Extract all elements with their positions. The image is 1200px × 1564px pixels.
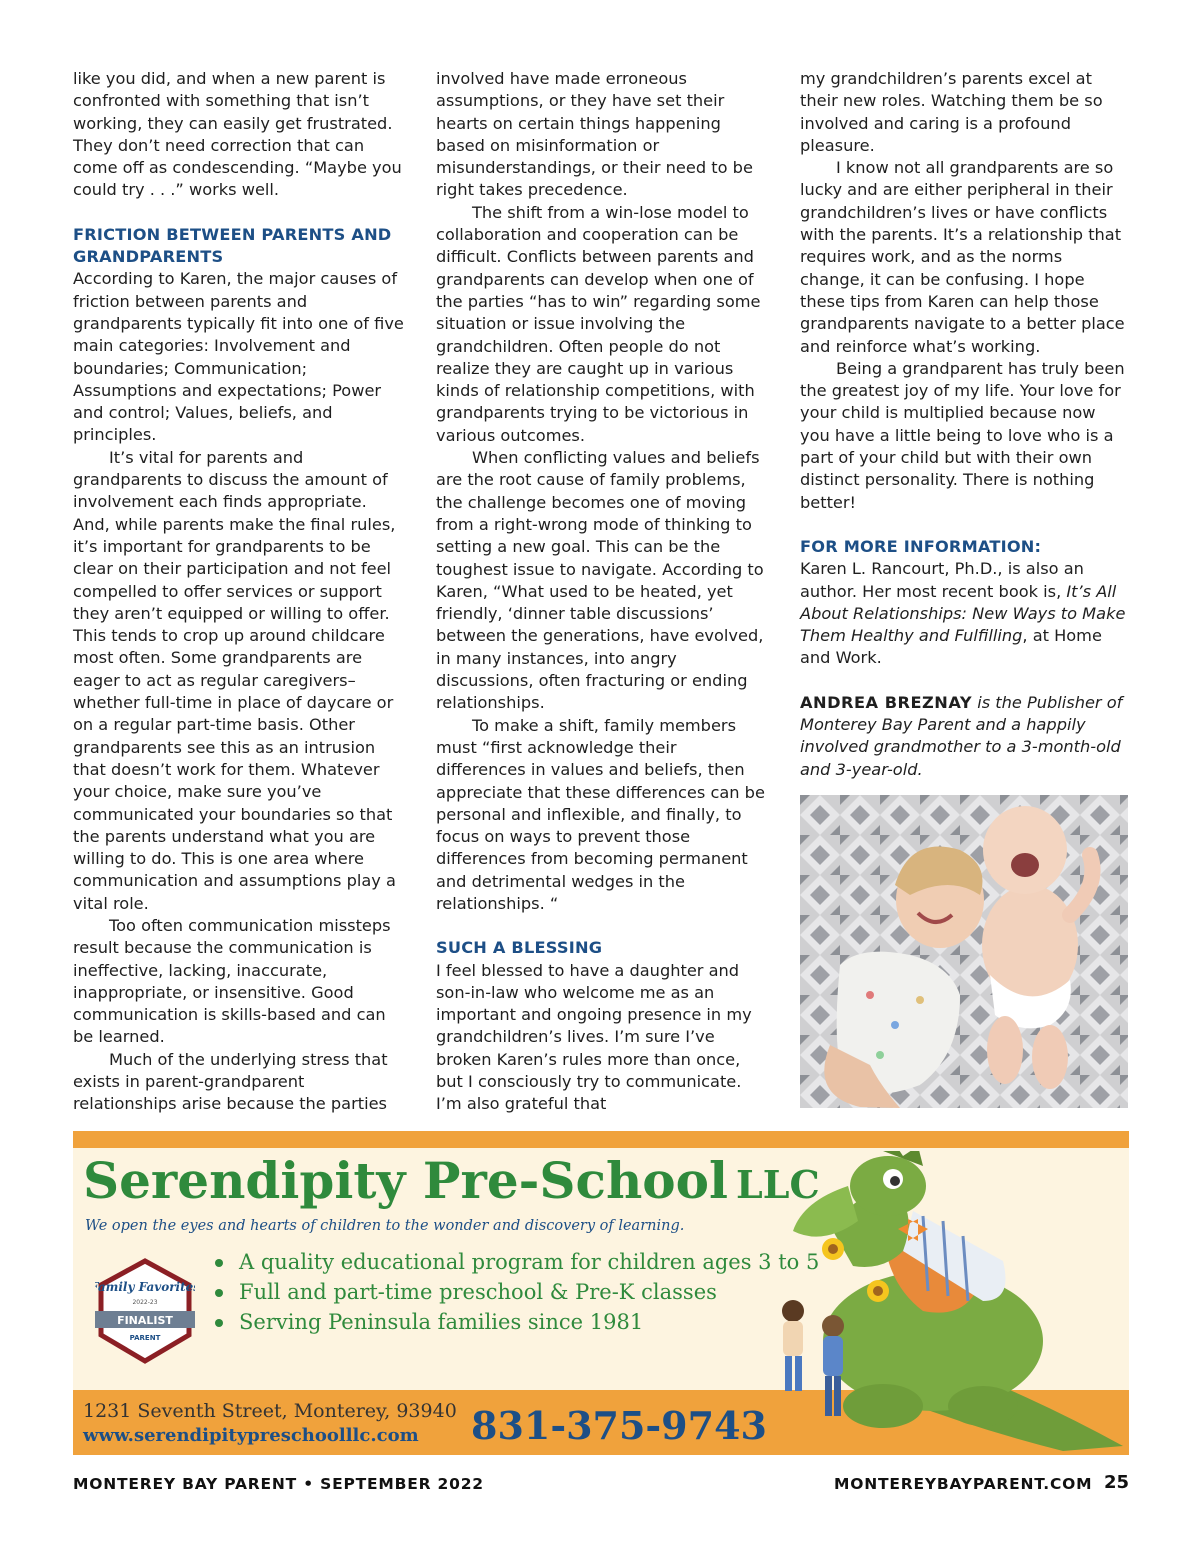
- col1-paragraph-5: Much of the underlying stress that exists in parent-grandparent relationships arise because the parties: [73, 1049, 388, 1114]
- ad-top-bar: [73, 1131, 1129, 1148]
- children-photo-illustration: [800, 795, 1128, 1108]
- more-info-paragraph: Karen L. Rancourt, Ph.D., is also an author. Her most recent book is, It’s All About Relationships: New Ways to Make Them Healthy and Fulfilling, at Home and Work.: [800, 559, 1126, 668]
- col2-paragraph-5: I feel blessed to have a daughter and son-in-law who welcome me as an important and ongoing presence in my grandchildren’s lives. I’m sure I’ve broken Karen’s rules more than once, but I consciously try to communicate. I’m also grateful that: [436, 960, 752, 1114]
- bullet-dot-icon: [215, 1319, 223, 1327]
- badge-brand: PARENT: [129, 1334, 161, 1342]
- ad-website-link[interactable]: www.serendipitypreschoolllc.com: [83, 1425, 419, 1446]
- col1-paragraph-2: According to Karen, the major causes of friction between parents and grandparents typically fit into one of five main categories: Involvement and boundaries; Communication; Assumptions and expectations; Power and control; Values, beliefs, and principles.: [73, 269, 404, 445]
- article-column-1: [73, 68, 405, 1116]
- col2-paragraph-3: When conflicting values and beliefs are the root cause of family problems, the challenge becomes one of moving from a right-wrong mode of thinking to setting a new goal. This can be the toughest issue to navigate. According to Karen, “What used to be heated, yet friendly, ‘dinner table discussions’ between the generations, have evolved, in many instances, into angry discussions, often fracturing or ending relationships.: [436, 448, 764, 713]
- col1-paragraph-1: like you did, and when a new parent is confronted with something that isn’t working, they can easily get frustrated. They don’t need correction that can come off as condescending. “Maybe you could try . . .” works well.: [73, 69, 402, 200]
- article-column-3: [800, 68, 1130, 781]
- bullet-dot-icon: [215, 1289, 223, 1297]
- ad-bullet: Serving Peninsula families since 1981: [213, 1307, 819, 1337]
- col3-paragraph-1: my grandchildren’s parents excel at their new roles. Watching them be so involved and caring is a profound pleasure.: [800, 69, 1103, 155]
- children-figures: [782, 1300, 844, 1416]
- section-heading-more-info: FOR MORE INFORMATION:: [800, 536, 1042, 556]
- ad-title: Serendipity Pre-School LLC: [83, 1151, 820, 1210]
- ad-bullet: Full and part-time preschool & Pre-K classes: [213, 1277, 819, 1307]
- col3-paragraph-2: I know not all grandparents are so lucky and are either peripheral in their grandchildren’s lives or have conflicts with the parents. It’s a relationship that requires work, and as the norms change, it can be confusing. I hope these tips from Karen can help those grandparents navigate to a better place and reinforce what’s working.: [800, 158, 1125, 356]
- badge-year: 2022-23: [132, 1299, 158, 1306]
- author-byline: ANDREA BREZNAY is the Publisher of Monterey Bay Parent and a happily involved grandmother to a 3-month-old and 3-year-old.: [800, 692, 1123, 779]
- footer-website[interactable]: MONTEREYBAYPARENT.COM: [834, 1475, 1093, 1493]
- col2-paragraph-4: To make a shift, family members must “first acknowledge their differences in values and beliefs, then appreciate that these differences can be personal and inflexible, and finally, to focus on ways to prevent those differences from becoming permanent and detrimental wedges in the relationships. “: [436, 715, 765, 913]
- col3-paragraph-3: Being a grandparent has truly been the greatest joy of my life. Your love for your child is multiplied because now you have a little being to love who is a part of your child but with their own distinct personality. There is nothing better!: [800, 358, 1125, 512]
- ad-bullet: A quality educational program for children ages 3 to 5: [213, 1247, 819, 1277]
- col2-paragraph-1: involved have made erroneous assumptions, or they have set their hearts on certain things happening based on misinformation or misunderstandings, or their need to be right takes precedence.: [436, 69, 753, 200]
- badge-shape: [95, 1257, 195, 1367]
- badge-label: FINALIST: [117, 1314, 173, 1327]
- ad-title-suffix: LLC: [736, 1162, 820, 1207]
- book-title: It’s All About Relationships: New Ways to Make Them Healthy and Fulfilling: [800, 581, 1126, 646]
- serendipity-preschool-ad[interactable]: [73, 1131, 1129, 1455]
- section-heading-friction: FRICTION BETWEEN PARENTS AND GRANDPARENTS: [73, 224, 392, 267]
- bullet-dot-icon: [215, 1259, 223, 1267]
- ad-address: 1231 Seventh Street, Monterey, 93940: [83, 1400, 457, 1422]
- article-column-2: [436, 68, 768, 1116]
- ad-phone-number[interactable]: 831-375-9743: [471, 1403, 767, 1448]
- badge-top-text: Family Favorites: [95, 1280, 195, 1294]
- family-favorites-finalist-badge: [95, 1257, 195, 1367]
- footer-publication: MONTEREY BAY PARENT • SEPTEMBER 2022: [73, 1475, 484, 1493]
- page-number: 25: [1104, 1472, 1130, 1493]
- ad-tagline: We open the eyes and hearts of children to the wonder and discovery of learning.: [85, 1218, 685, 1234]
- author-name: ANDREA BREZNAY: [800, 692, 973, 712]
- col1-paragraph-3: It’s vital for parents and grandparents to discuss the amount of involvement each finds appropriate. And, while parents make the final rules, it’s important for grandparents to be clear on their participation and not feel compelled to offer services or support they aren’t equipped or willing to offer. This tends to crop up around childcare most often. Some grandparents are eager to act as regular caregivers–whether full-time in place of daycare or on a regular part-time basis. Other grandparents see this as an intrusion that doesn’t work for them. Whatever your choice, make sure you’ve communicated your boundaries so that the parents understand what you are willing to do. This is one area where communication and assumptions play a vital role.: [73, 447, 396, 913]
- dragon-illustration: [683, 1151, 1129, 1451]
- section-heading-blessing: SUCH A BLESSING: [436, 938, 603, 958]
- col2-paragraph-2: The shift from a win-lose model to collaboration and cooperation can be difficult. Conflicts between parents and grandparents can develop when one of the parties “has to win” regarding some situation or issue involving the grandchildren. Often people do not realize they are caught up in various kinds of relationship competitions, with grandparents trying to be victorious in various outcomes.: [436, 202, 761, 445]
- children-photo: [800, 795, 1128, 1108]
- col1-paragraph-4: Too often communication missteps result because the communication is ineffective, lacking, inaccurate, inappropriate, or insensitive. Good communication is skills-based and can be learned.: [73, 915, 391, 1047]
